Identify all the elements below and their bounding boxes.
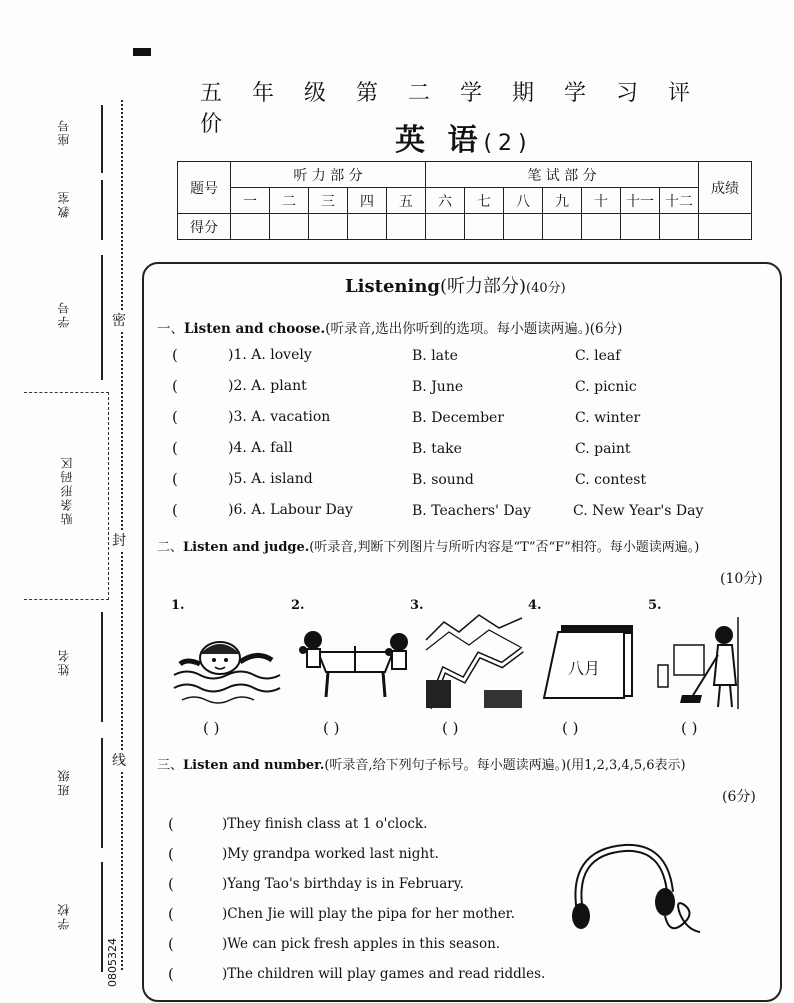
section3-points: (6分) [722,789,756,805]
subject-number: (2) [483,131,533,156]
score-entry[interactable] [465,214,504,240]
score-entry[interactable] [270,214,309,240]
listening-title-cn: (听力部分) [440,276,527,297]
number-paren[interactable]: ( [168,815,174,833]
subject-name: 英 语 [395,123,484,158]
choice-b: B. late [412,348,458,364]
score-table [177,161,752,240]
number-paren[interactable]: ( [168,965,174,983]
number-paren[interactable]: ( [168,935,174,953]
score-entry[interactable] [543,214,582,240]
section1-heading-en: Listen and choose. [184,321,326,337]
choice-a: )6. A. Labour Day [228,502,353,518]
q-num: 二 [270,188,309,214]
total-score-entry[interactable] [699,214,752,240]
q-num: 十 [582,188,621,214]
answer-paren[interactable]: ( [172,408,178,426]
section1-heading [157,317,622,337]
score-entry[interactable] [231,214,270,240]
calendar-month: 八月 [568,659,601,678]
choice-a: )3. A. vacation [228,409,331,425]
choice-a: )1. A. lovely [228,347,312,363]
classroom-label: 教室 [57,190,71,218]
listening-title-en: Listening [345,276,440,297]
judge-answer-paren[interactable]: ( ) [203,719,220,737]
name-line [101,612,103,722]
barcode-box [24,392,109,600]
number-paren[interactable]: ( [168,845,174,863]
headphones-icon [565,842,705,942]
section2-heading-en: Listen and judge. [183,540,310,555]
section2-points: (10分) [720,571,763,587]
pic-number: 3. [410,598,424,613]
choice-c: C. leaf [575,348,621,364]
q-num: 六 [426,188,465,214]
choice-c: C. paint [575,441,631,457]
section1-prefix: 一、 [157,321,184,337]
seal-xian: 线 [112,750,126,770]
swimming-picture [172,620,282,710]
choice-b: B. June [412,379,464,395]
section2-heading [157,536,699,555]
classroom-line [101,180,103,240]
pic-number: 2. [291,598,305,613]
section2-prefix: 二、 [157,540,184,555]
answer-paren[interactable]: ( [172,439,178,457]
score-entry[interactable] [660,214,699,240]
pic-number: 4. [528,598,542,613]
judge-answer-paren[interactable]: ( ) [562,719,579,737]
pic-number: 1. [171,598,185,613]
score-entry[interactable] [621,214,660,240]
student-no-line [101,255,103,380]
school-label: 学校 [57,902,71,930]
sentence: )They finish class at 1 o'clock. [222,816,428,832]
choice-b: B. take [412,441,462,457]
q-num: 五 [387,188,426,214]
choice-c: C. contest [575,472,647,488]
pic-number: 5. [648,598,662,613]
sentence: )My grandpa worked last night. [222,846,439,862]
q-num: 八 [504,188,543,214]
answer-paren[interactable]: ( [172,501,178,519]
judge-answer-paren[interactable]: ( ) [681,719,698,737]
section3-prefix: 三、 [157,758,184,773]
section3-heading-cn: (听录音,给下列句子标号。每小题读两遍。)(用1,2,3,4,5,6表示) [324,758,686,773]
table-tennis-picture [293,622,413,702]
listening-points: (40分) [526,281,566,296]
choice-b: B. sound [412,472,474,488]
barcode-area-label: 贴条形码区 [60,455,74,525]
section3-heading [157,754,686,773]
q-num: 九 [543,188,582,214]
seal-feng: 封 [112,530,126,550]
choice-c: C. winter [575,410,641,426]
q-num: 四 [348,188,387,214]
choice-c: C. picnic [575,379,637,395]
serial-number: 0805324 [106,938,119,987]
seat-line [101,105,103,173]
score-entry[interactable] [348,214,387,240]
q-num: 十二 [660,188,699,214]
defen-cell: 得分 [178,214,231,240]
score-entry[interactable] [426,214,465,240]
cleaning-picture [652,615,742,711]
score-entry[interactable] [504,214,543,240]
score-entry[interactable] [309,214,348,240]
school-line [101,862,103,972]
sentence: )We can pick fresh apples in this season. [222,936,501,952]
judge-answer-paren[interactable]: ( ) [323,719,340,737]
sentence: )Yang Tao's birthday is in February. [222,876,464,892]
choice-a: )2. A. plant [228,378,307,394]
choice-c: C. New Year's Day [573,503,704,519]
listening-part-header: 听 力 部 分 [231,162,426,188]
section3-heading-en: Listen and number. [183,758,325,773]
class-label: 班级 [57,768,71,796]
corner-mark [133,48,151,56]
q-num: 七 [465,188,504,214]
exam-title: 五年级第二学期学习评价 [200,81,721,137]
choice-a: )4. A. fall [228,440,293,456]
q-num: 三 [309,188,348,214]
section2-heading-cn: (听录音,判断下列图片与所听内容是“T”否“F”相符。每小题读两遍。) [309,540,700,555]
number-paren[interactable]: ( [168,875,174,893]
score-entry[interactable] [387,214,426,240]
subject-title [395,115,533,159]
choice-a: )5. A. island [228,471,313,487]
answer-paren[interactable]: ( [172,470,178,488]
listening-title [345,272,566,298]
sentence: )Chen Jie will play the pipa for her mother. [222,906,515,922]
number-paren[interactable]: ( [168,905,174,923]
score-entry[interactable] [582,214,621,240]
q-num: 一 [231,188,270,214]
class-line [101,738,103,848]
q-num: 十一 [621,188,660,214]
great-wall-picture [424,610,524,710]
choice-b: B. December [412,410,505,426]
seat-no-label: 座号 [57,118,71,146]
student-no-label: 学号 [57,300,71,328]
written-part-header: 笔 试 部 分 [426,162,699,188]
sentence: )The children will play games and read riddles. [222,966,546,982]
name-label: 姓名 [57,648,71,676]
seal-mi: 密 [112,310,126,330]
section1-heading-cn: (听录音,选出你听到的选项。每小题读两遍。)(6分) [325,321,623,337]
judge-answer-paren[interactable]: ( ) [442,719,459,737]
tihao-cell: 题号 [178,162,231,214]
answer-paren[interactable]: ( [172,346,178,364]
chengji-cell: 成绩 [699,162,752,214]
choice-b: B. Teachers' Day [412,503,531,519]
answer-paren[interactable]: ( [172,377,178,395]
